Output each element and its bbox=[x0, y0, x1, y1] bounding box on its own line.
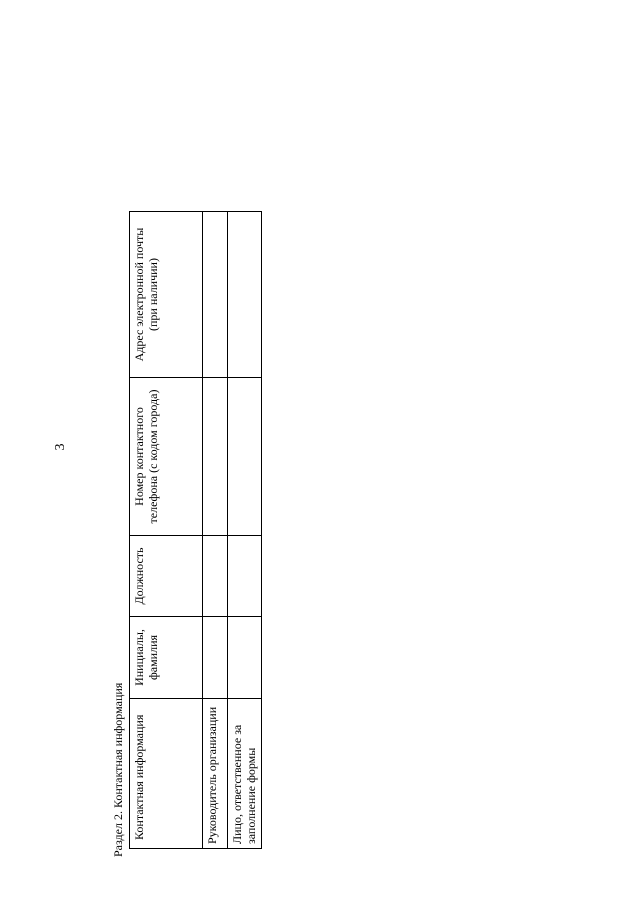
table-row bbox=[228, 212, 262, 849]
row-label-responsible: Лицо, ответственное за заполнение формы bbox=[228, 699, 262, 849]
cell-initials-surname bbox=[203, 617, 228, 699]
contact-table bbox=[129, 211, 262, 849]
cell-position bbox=[203, 536, 228, 617]
page-number: 3 bbox=[53, 443, 68, 451]
contact-section bbox=[109, 137, 259, 857]
table-row bbox=[203, 212, 228, 849]
cell-phone bbox=[203, 378, 228, 536]
header-contact-info: Контактная информация bbox=[130, 699, 203, 849]
cell-email bbox=[203, 212, 228, 378]
row-label-head: Руководитель организации bbox=[203, 699, 228, 849]
cell-position bbox=[228, 536, 262, 617]
header-position: Должность bbox=[130, 536, 203, 617]
cell-email bbox=[228, 212, 262, 378]
section-title: Раздел 2. Контактная информация bbox=[111, 682, 125, 857]
header-initials-surname: Инициалы, фамилия bbox=[130, 617, 203, 699]
header-phone: Номер контактного телефона (с кодом города) bbox=[130, 378, 203, 536]
cell-phone bbox=[228, 378, 262, 536]
header-email: Адрес электронной почты (при наличии) bbox=[130, 212, 203, 378]
cell-initials-surname bbox=[228, 617, 262, 699]
table-header-row bbox=[130, 212, 203, 849]
